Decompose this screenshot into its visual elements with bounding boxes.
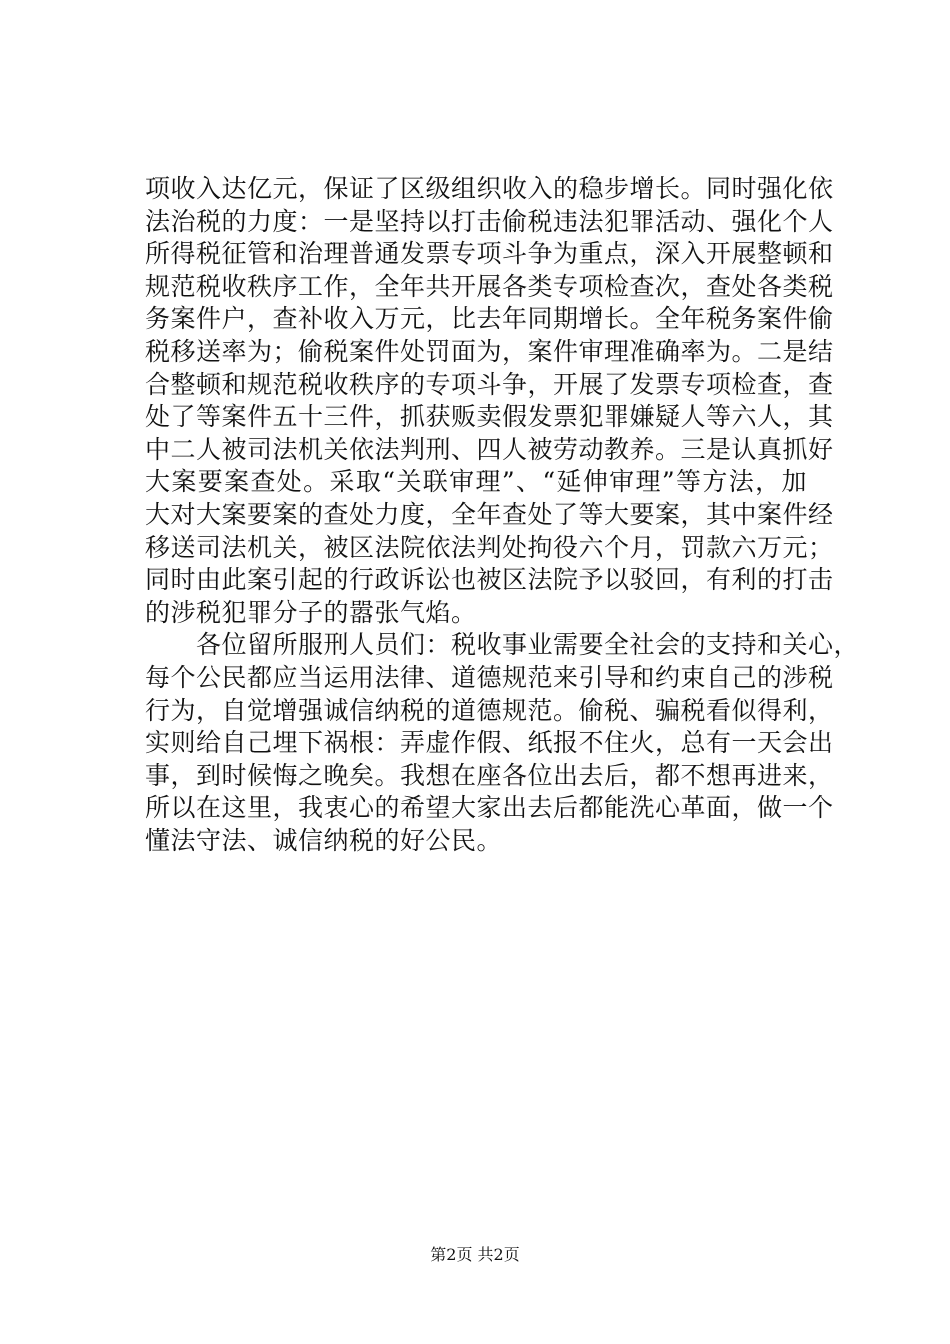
text-line: 各位留所服刑人员们：税收事业需要全社会的支持和关心，	[145, 630, 860, 660]
text-line: 实则给自己埋下祸根：弄虚作假、纸报不住火，总有一天会出	[145, 728, 834, 758]
text-line: 税移送率为；偷税案件处罚面为，案件审理准确率为。二是结	[145, 336, 834, 366]
text-line: 规范税收秩序工作，全年共开展各类专项检查次，查处各类税	[145, 271, 834, 301]
text-line: 同时由此案引起的行政诉讼也被区法院予以驳回，有利的打击	[145, 565, 834, 595]
text-line: 大案要案查处。采取“关联审理”、“延伸审理”等方法，加	[145, 467, 807, 497]
text-line: 懂法守法、诚信纳税的好公民。	[145, 825, 503, 855]
text-line: 行为，自觉增强诚信纳税的道德规范。偷税、骗税看似得利，	[145, 695, 834, 725]
page-number-footer: 第2页 共2页	[430, 1245, 520, 1264]
text-line: 项收入达亿元，保证了区级组织收入的稳步增长。同时强化依	[145, 174, 834, 203]
text-line: 务案件户，查补收入万元，比去年同期增长。全年税务案件偷	[145, 304, 834, 334]
text-line: 处了等案件五十三件，抓获贩卖假发票犯罪嫌疑人等六人，其	[145, 402, 834, 432]
text-line: 的涉税犯罪分子的嚣张气焰。	[145, 597, 477, 627]
text-line: 大对大案要案的查处力度，全年查处了等大要案，其中案件经	[145, 499, 834, 529]
body-text	[145, 173, 860, 857]
text-line: 每个公民都应当运用法律、道德规范来引导和约束自己的涉税	[145, 662, 834, 692]
text-line: 移送司法机关，被区法院依法判处拘役六个月，罚款六万元；	[145, 532, 834, 562]
text-line: 合整顿和规范税收秩序的专项斗争，开展了发票专项检查，查	[145, 369, 834, 399]
text-line: 法治税的力度：一是坚持以打击偷税违法犯罪活动、强化个人	[145, 206, 834, 236]
text-line: 中二人被司法机关依法判刑、四人被劳动教养。三是认真抓好	[145, 434, 834, 464]
text-line: 所以在这里，我衷心的希望大家出去后都能洗心革面，做一个	[145, 793, 834, 823]
text-line: 事，到时候悔之晚矣。我想在座各位出去后，都不想再进来，	[145, 760, 834, 790]
text-line: 所得税征管和治理普通发票专项斗争为重点，深入开展整顿和	[145, 239, 834, 269]
